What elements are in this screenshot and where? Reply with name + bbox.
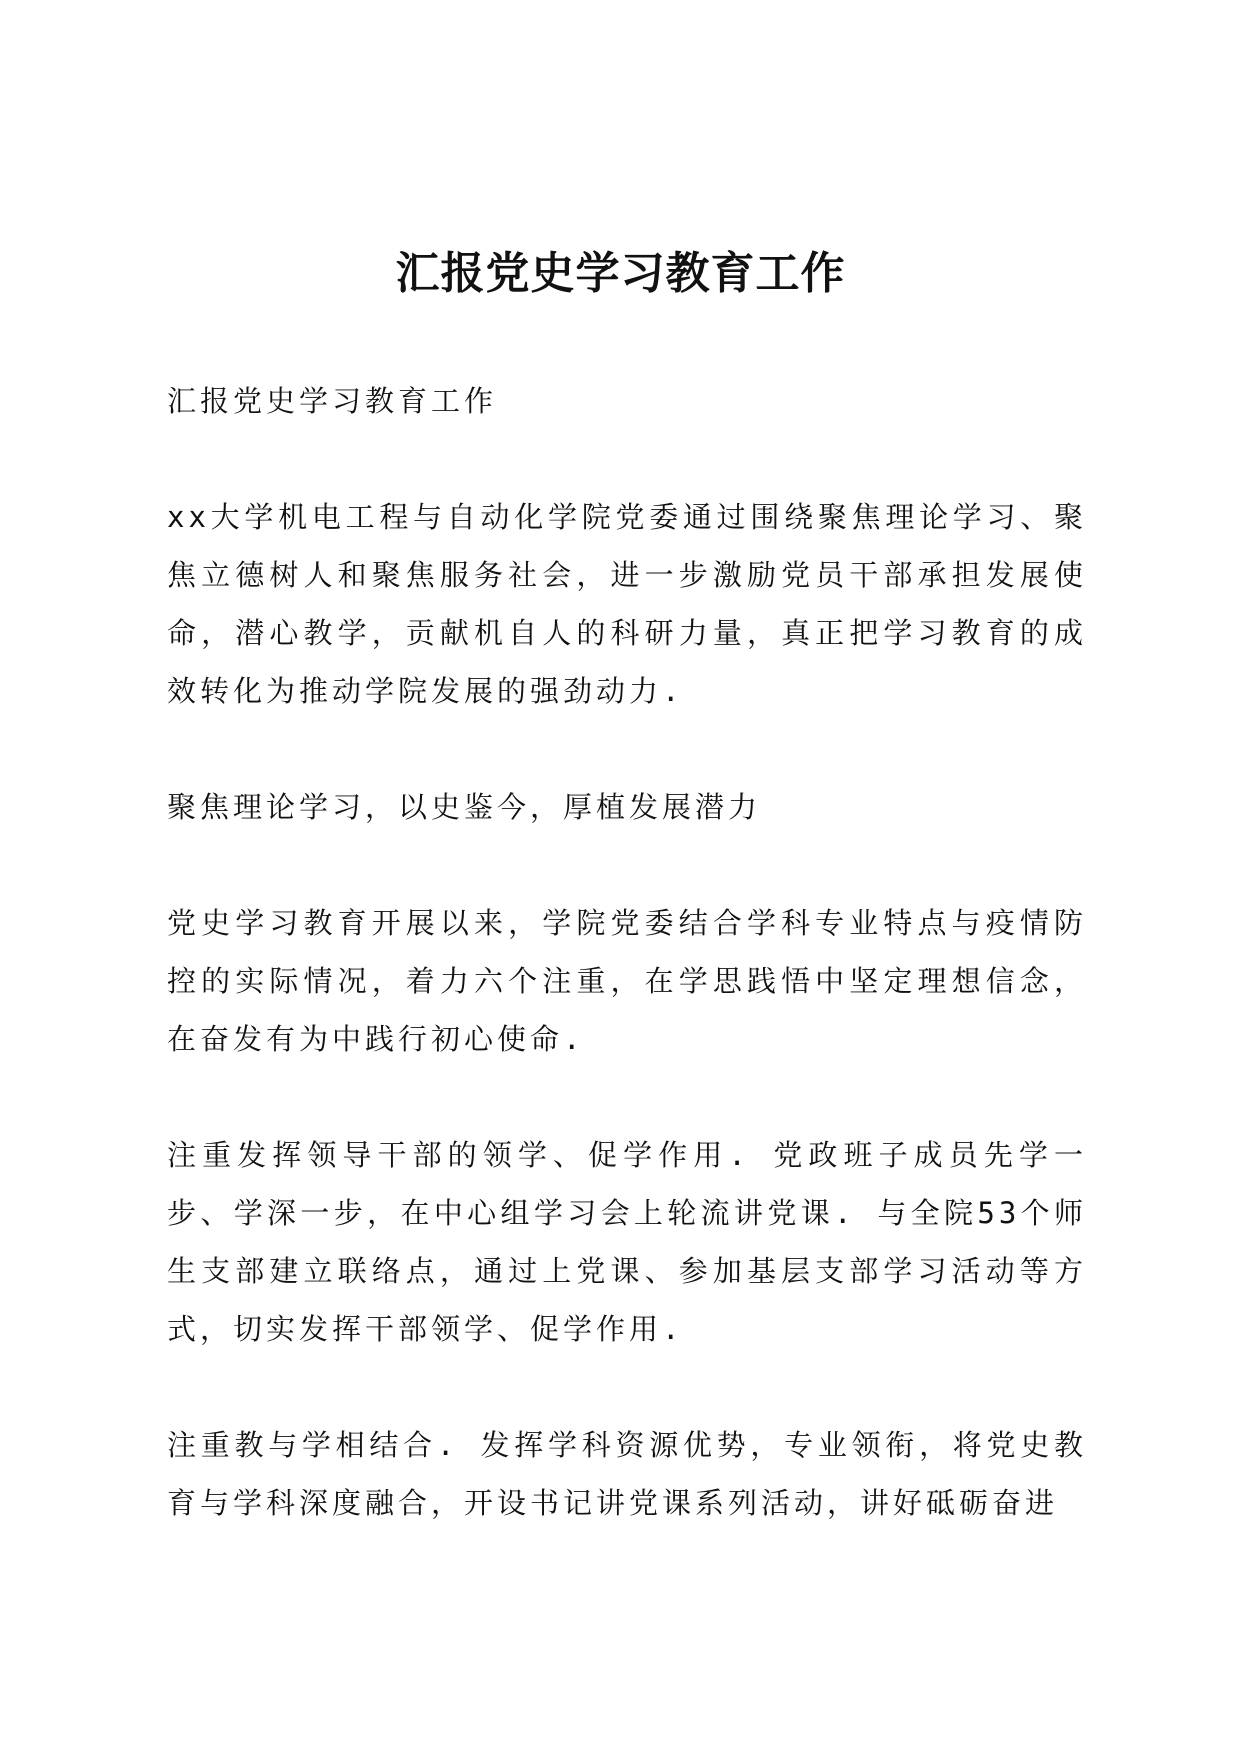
document-body	[167, 372, 1087, 1590]
paragraph-intro: xx大学机电工程与自动化学院党委通过围绕聚焦理论学习、聚焦立德树人和聚焦服务社会，进一步激励党员干部承担发展使命，潜心教学，贡献机自人的科研力量，真正把学习教育的成效转化为推动学院发展的强劲动力.	[167, 500, 1087, 708]
document-title: 汇报党史学习教育工作	[395, 248, 846, 299]
paragraph-section-heading: 聚焦理论学习，以史鉴今，厚植发展潜力	[167, 790, 762, 824]
paragraph-overview: 党史学习教育开展以来，学院党委结合学科专业特点与疫情防控的实际情况，着力六个注重，在学思践悟中坚定理想信念，在奋发有为中践行初心使命.	[167, 906, 1087, 1056]
paragraph-teaching: 注重教与学相结合. 发挥学科资源优势，专业领衔，将党史教育与学科深度融合，开设书记讲党课系列活动，讲好砥砺奋进	[167, 1428, 1087, 1520]
paragraph-subtitle: 汇报党史学习教育工作	[167, 384, 498, 418]
paragraph-leadership: 注重发挥领导干部的领学、促学作用. 党政班子成员先学一步、学深一步，在中心组学习会上轮流讲党课. 与全院53个师生支部建立联络点，通过上党课、参加基层支部学习活动等方式，切实发挥干部领学、促学作用.	[167, 1138, 1087, 1346]
